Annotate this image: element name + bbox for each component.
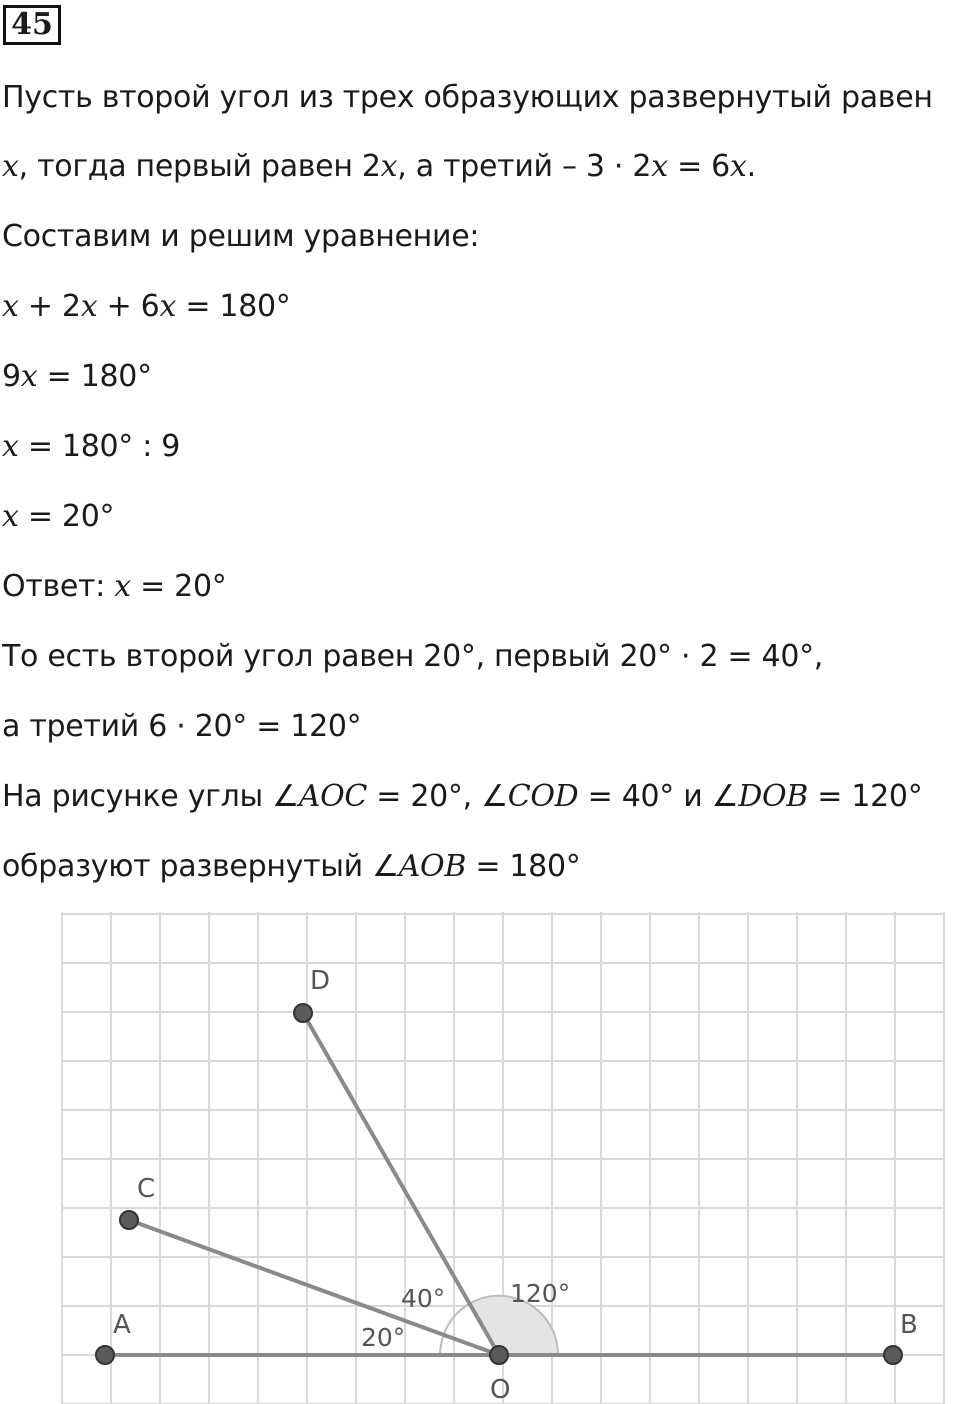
text-line — [2, 567, 226, 607]
text-segment: = 20°, ∠ — [367, 779, 508, 814]
point-d — [294, 1004, 312, 1022]
text-segment: = 20° — [18, 499, 115, 534]
text-segment: образуют развернутый ∠ — [2, 849, 399, 884]
math-variable: x — [159, 289, 177, 324]
label-o: O — [490, 1375, 511, 1404]
text-segment: = 180° : 9 — [18, 429, 181, 464]
angle-label-cod: 40° — [401, 1284, 446, 1313]
text-line — [2, 847, 580, 887]
text-line — [2, 497, 114, 537]
problem-number: 45 — [3, 5, 61, 45]
label-b: B — [900, 1310, 918, 1340]
text-line — [2, 147, 756, 187]
geometry-figure — [0, 900, 960, 1404]
text-segment: а третий 6 · 20° = 120° — [2, 709, 362, 744]
text-line — [2, 78, 933, 118]
text-segment: , тогда первый равен 2 — [18, 149, 381, 184]
text-line — [2, 357, 152, 397]
math-variable: x — [729, 149, 747, 184]
math-variable: DOB — [738, 779, 809, 814]
text-line — [2, 707, 361, 747]
angle-arc-cod — [444, 1304, 469, 1334]
text-segment: + 2 — [18, 289, 81, 324]
point-o — [490, 1346, 508, 1364]
angle-diagram — [0, 900, 960, 1404]
text-segment: = 40° и ∠ — [578, 779, 739, 814]
math-variable: x — [80, 289, 98, 324]
text-segment: = 6 — [667, 149, 730, 184]
text-segment: + 6 — [97, 289, 160, 324]
text-line — [2, 287, 290, 327]
math-variable: AOC — [298, 779, 368, 814]
text-segment: Пусть второй угол из трех образующих развернутый равен — [2, 80, 933, 115]
point-b — [884, 1346, 902, 1364]
math-variable: x — [2, 289, 19, 324]
point-a — [96, 1346, 114, 1364]
text-segment: На рисунке углы ∠ — [2, 779, 299, 814]
math-variable: x — [2, 429, 19, 464]
angle-arc-aoc — [440, 1334, 444, 1355]
text-line — [2, 777, 922, 817]
text-segment: 9 — [2, 359, 21, 394]
text-segment: , а третий – 3 · 2 — [397, 149, 652, 184]
text-line — [2, 637, 823, 677]
angle-label-aoc: 20° — [361, 1323, 406, 1352]
text-line — [2, 427, 180, 467]
text-segment: . — [746, 149, 756, 184]
text-segment: = 120° — [808, 779, 923, 814]
math-variable: x — [20, 359, 38, 394]
label-c: C — [137, 1174, 156, 1204]
math-variable: x — [114, 569, 131, 604]
text-segment: Составим и решим уравнение: — [2, 219, 480, 254]
math-variable: x — [2, 499, 19, 534]
text-segment: = 20° — [130, 569, 227, 604]
text-segment: То есть второй угол равен 20°, первый 20° · 2 = 40°, — [2, 639, 824, 674]
text-segment: = 180° — [176, 289, 291, 324]
label-d: D — [310, 966, 331, 996]
math-variable: AOB — [398, 849, 467, 884]
text-segment: = 180° — [466, 849, 581, 884]
text-segment: Ответ: — [2, 569, 115, 604]
point-c — [120, 1211, 138, 1229]
math-variable: x — [651, 149, 668, 184]
label-a: A — [113, 1310, 131, 1340]
angle-label-dob: 120° — [510, 1279, 571, 1308]
math-variable: COD — [507, 779, 579, 814]
text-line — [2, 217, 479, 257]
math-variable: x — [380, 149, 398, 184]
math-variable: x — [2, 149, 19, 184]
text-segment: = 180° — [37, 359, 152, 394]
